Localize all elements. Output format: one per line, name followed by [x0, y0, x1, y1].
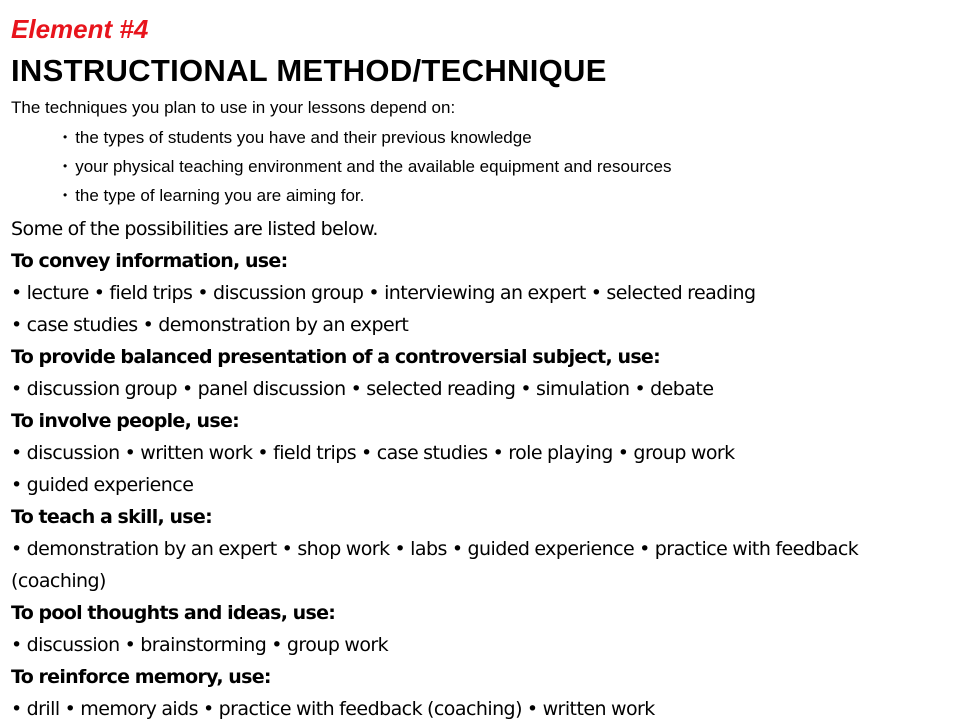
section-heading: To provide balanced presentation of a controversial subject, use: — [11, 346, 661, 368]
method-line: • demonstration by an expert • shop work • labs • guided experience • practice with feedback (coaching) — [11, 538, 859, 592]
factor-list — [63, 126, 672, 213]
method-line: • discussion • written work • field trips • case studies • role playing • group work — [11, 442, 735, 464]
element-label: Element #4 — [11, 14, 149, 44]
method-line: • discussion group • panel discussion • selected reading • simulation • debate — [11, 378, 714, 400]
section-heading: To involve people, use: — [11, 410, 240, 432]
possibilities-intro: Some of the possibilities are listed below. — [11, 218, 378, 240]
method-line: • case studies • demonstration by an expert — [11, 314, 409, 336]
factor-item: • the type of learning you are aiming for. — [63, 184, 672, 213]
intro-text: The techniques you plan to use in your lessons depend on: — [11, 98, 456, 117]
section-heading: To reinforce memory, use: — [11, 666, 271, 688]
slide-title: INSTRUCTIONAL METHOD/TECHNIQUE — [11, 53, 607, 88]
method-line: • drill • memory aids • practice with feedback (coaching) • written work — [11, 698, 655, 720]
factor-item: • the types of students you have and their previous knowledge — [63, 126, 672, 155]
factor-item: • your physical teaching environment and the available equipment and resources — [63, 155, 672, 184]
section-heading: To teach a skill, use: — [11, 506, 212, 528]
method-line: • guided experience — [11, 474, 194, 496]
section-heading: To pool thoughts and ideas, use: — [11, 602, 336, 624]
section-heading: To convey information, use: — [11, 250, 288, 272]
method-line: • lecture • field trips • discussion group • interviewing an expert • selected reading — [11, 282, 756, 304]
method-list — [11, 213, 951, 725]
method-line: • discussion • brainstorming • group work — [11, 634, 389, 656]
